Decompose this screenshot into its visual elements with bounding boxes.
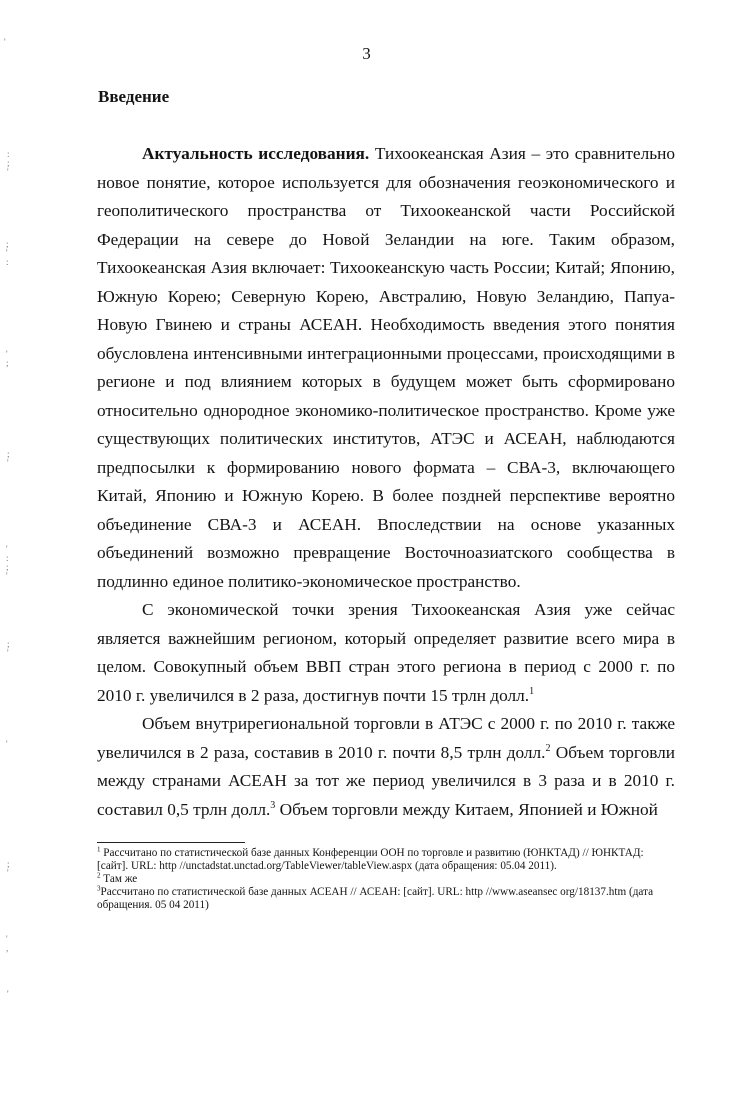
page-number: 3 [362, 44, 371, 63]
main-text [97, 140, 675, 824]
paragraph-lead: Актуальность исследования. [142, 144, 370, 163]
paragraph-text: С экономической точки зрения Тихоокеанская Азия уже сейчас является важнейшим регионом, который определяет развитие всего мира в целом. Совокупный объем ВВП стран этого региона в период с 2000 г. по 2010 г. увеличился в 2 раза, достигнув почти 15 трлн долл. [97, 600, 675, 705]
paragraph-relevance [97, 140, 675, 596]
scan-artifact: ; ' [7, 859, 10, 878]
scan-artifact: ; ' [7, 639, 10, 658]
footnote-marker: 2 [97, 871, 101, 880]
scan-artifact: : ; ' [7, 149, 10, 177]
paragraph-text: Тихоокеанская Азия – это сравнительно новое понятие, которое используется для обозначения геоэкономического и геополитического пространства от Тихоокеанской части Российской Федерации на севере до Новой Зеландии на юге. Таким образом, Тихоокеанская Азия включает: Тихоокеанскую часть России; Китай; Японию, Южную Корею; Северную Корею, Австралию, Новую Зеландию, Папуа-Новую Гвинею и страны АСЕАН. Необходимость введения этого понятия обусловлена интенсивными интеграционными процессами, происходящими в регионе и под влиянием которых в будущем может быть сформировано относительно однородное экономико-политическое пространство. Кроме уже существующих политических институтов, АТЭС и АСЕАН, наблюдаются предпосылки к формированию нового формата – СВА-3, включающего Китай, Японию и Южную Корею. В более поздней перспективе вероятно объединение СВА-3 и АСЕАН. Впоследствии на основе указанных объединений возможно превращение Восточноазиатского сообщества в подлинно единое политико-экономическое пространство. [97, 144, 675, 591]
footnote-text: Рассчитано по статистической базе данных Конференции ООН по торговле и развитию (ЮНКТАД) // ЮНКТАД: [сайт]. URL: http //unctadstat.unctad.org/TableViewer/tableView.aspx (дата обращения: 05.04 2011). [97, 847, 644, 872]
footnote-marker: 3 [97, 884, 101, 893]
footnote-ref: 1 [529, 685, 535, 697]
footnote [97, 886, 677, 912]
footnote [97, 847, 677, 873]
paragraph-text: Объем торговли между Китаем, Японией и Южной [275, 799, 658, 819]
paragraph-text: Объем внутрирегиональной торговли в АТЭС с 2000 г. по 2010 г. также увеличился в 2 раза, составив в 2010 г. почти 8,5 трлн долл. [97, 714, 675, 762]
footnote-ref: 3 [270, 799, 276, 811]
footnote-divider [97, 842, 245, 843]
scan-artifact: ; ' [7, 449, 10, 468]
paragraph-economic [97, 596, 675, 710]
scan-artifact: ' [6, 739, 8, 749]
paragraph-trade [97, 710, 675, 824]
footnote-text: Там же [100, 873, 138, 885]
footnote-text: Рассчитано по статистической базе данных АСЕАН // АСЕАН: [сайт]. URL: http //www.aseansec org/18137.htm (дата обращения. 05 04 2011) [97, 886, 654, 911]
scan-artifact: ' : ; ' [6, 544, 9, 581]
paragraph-text: Объем торговли между странами АСЕАН за тот же период увеличился в 3 раза и в 2010 г. составил 0,5 трлн долл. [97, 742, 676, 819]
scan-artifact: ' ; [6, 349, 9, 368]
scan-artifact: ' [7, 989, 9, 999]
footnote-ref: 2 [545, 742, 551, 754]
section-heading: Введение [98, 87, 170, 106]
footnote-marker: 1 [97, 845, 101, 854]
footnote [97, 873, 677, 886]
scan-artifact: ' , [6, 934, 9, 953]
scan-artifact: ; ' : [6, 239, 9, 267]
scan-artifact: ' [4, 37, 6, 47]
footnotes [97, 847, 677, 912]
